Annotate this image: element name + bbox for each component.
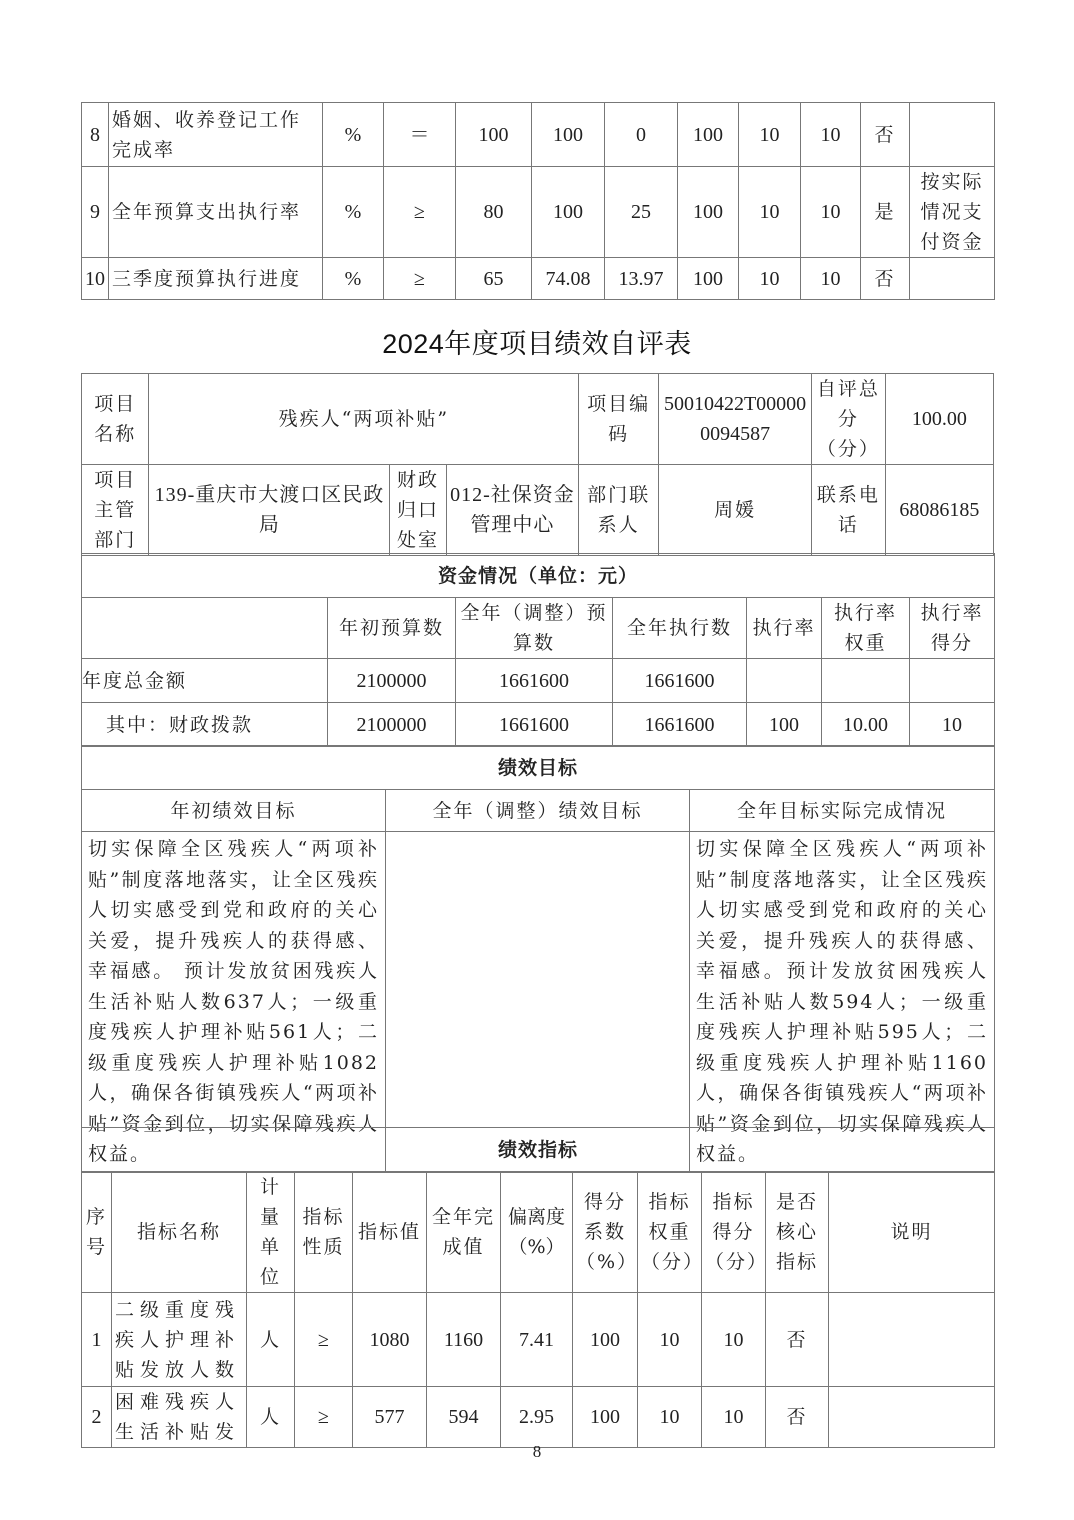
funds-header: 执行率得分 <box>910 598 995 659</box>
project-name-label: 项目名称 <box>82 374 149 465</box>
indicator-name: 二级重度残疾人护理补贴发放人数 <box>112 1293 247 1387</box>
score-coef: 100 <box>573 1293 638 1387</box>
indicator-name: 困难残疾人生活补贴发 <box>112 1387 247 1448</box>
note <box>910 258 995 300</box>
indicator-name: 三季度预算执行进度 <box>109 258 323 300</box>
indicator-header: 指标得分（分） <box>702 1172 766 1293</box>
core-flag: 否 <box>861 103 910 167</box>
nature: ≥ <box>295 1387 353 1448</box>
funds-header: 年初预算数 <box>328 598 456 659</box>
score: 10 <box>801 258 861 300</box>
goals-header: 全年目标实际完成情况 <box>690 790 995 832</box>
table-row <box>82 1387 995 1448</box>
score-coef: 100 <box>678 103 739 167</box>
weight: 10 <box>638 1293 702 1387</box>
indicator-header: 指标值 <box>353 1172 427 1293</box>
indicator-header: 是否核心指标 <box>766 1172 829 1293</box>
self-score: 100.00 <box>885 374 993 465</box>
actual-value: 74.08 <box>532 258 605 300</box>
project-code: 50010422T000000094587 <box>658 374 811 465</box>
core-flag: 否 <box>861 258 910 300</box>
funds-header: 执行率 <box>747 598 822 659</box>
table-row <box>82 1293 995 1387</box>
note: 按实际情况支付资金 <box>910 167 995 258</box>
executed: 1661600 <box>613 703 747 747</box>
actual-value: 100 <box>532 103 605 167</box>
finance-office-label: 财政归口处室 <box>390 465 446 556</box>
initial-budget: 2100000 <box>328 659 456 703</box>
adjusted-goal-text <box>386 832 690 1173</box>
table-row <box>82 659 995 703</box>
executed: 1661600 <box>613 659 747 703</box>
dept: 139-重庆市大渡口区民政局 <box>149 465 390 556</box>
note <box>910 103 995 167</box>
row-no: 8 <box>82 103 109 167</box>
table-row <box>82 167 995 258</box>
adjusted-budget: 1661600 <box>456 703 613 747</box>
score-coef: 100 <box>573 1387 638 1448</box>
indicator-name: 全年预算支出执行率 <box>109 167 323 258</box>
funds-row-label: 年度总金额 <box>82 659 328 703</box>
core-flag: 否 <box>766 1387 829 1448</box>
indicator-name: 婚姻、收养登记工作完成率 <box>109 103 323 167</box>
nature: ≥ <box>295 1293 353 1387</box>
target-value: 100 <box>456 103 532 167</box>
project-info-table <box>81 373 994 556</box>
exec-score: 10 <box>910 703 995 747</box>
table-row <box>82 103 995 167</box>
target-value: 577 <box>353 1387 427 1448</box>
indicators-table <box>81 1127 995 1448</box>
initial-budget: 2100000 <box>328 703 456 747</box>
page-number: 8 <box>532 1442 542 1461</box>
goals-section-title: 绩效目标 <box>82 746 995 790</box>
weight: 10 <box>638 1387 702 1448</box>
unit: 人 <box>247 1387 295 1448</box>
score-coef: 100 <box>678 258 739 300</box>
exec-rate: 100 <box>747 703 822 747</box>
nature: ＝ <box>384 103 456 167</box>
deviation: 2.95 <box>501 1387 573 1448</box>
adjusted-budget: 1661600 <box>456 659 613 703</box>
page-title: 2024年度项目绩效自评表 <box>382 329 692 359</box>
indicator-header: 计量单位 <box>247 1172 295 1293</box>
core-flag: 否 <box>766 1293 829 1387</box>
deviation: 13.97 <box>605 258 678 300</box>
indicators-section-title: 绩效指标 <box>82 1128 995 1172</box>
weight: 10 <box>739 103 801 167</box>
funds-table <box>81 553 995 747</box>
table-row <box>82 703 995 747</box>
initial-goal-text: 切实保障全区残疾人“两项补贴”制度落地落实，让全区残疾人切实感受到党和政府的关心关爱，提升残疾人的获得感、幸福感。 预计发放贫困残疾人生活补贴人数637人；一级重度残疾人护理补贴561人；二级重度残疾人护理补贴1082人，确保各街镇残疾人“两项补贴”资金到位，切实保障残疾人权益。 <box>82 832 386 1173</box>
goals-table <box>81 745 995 1173</box>
funds-header: 执行率权重 <box>822 598 910 659</box>
target-value: 1080 <box>353 1293 427 1387</box>
exec-weight <box>822 659 910 703</box>
actual-value: 594 <box>427 1387 501 1448</box>
indicator-header: 偏离度（%） <box>501 1172 573 1293</box>
score: 10 <box>801 103 861 167</box>
target-value: 65 <box>456 258 532 300</box>
finance-office: 012-社保资金管理中心 <box>446 465 579 556</box>
self-score-label: 自评总分（分） <box>812 374 886 465</box>
indicator-header: 得分系数（%） <box>573 1172 638 1293</box>
unit: % <box>323 167 384 258</box>
indicator-header: 指标名称 <box>112 1172 247 1293</box>
deviation: 7.41 <box>501 1293 573 1387</box>
row-no: 9 <box>82 167 109 258</box>
score: 10 <box>702 1387 766 1448</box>
exec-weight: 10.00 <box>822 703 910 747</box>
actual-value: 1160 <box>427 1293 501 1387</box>
unit: 人 <box>247 1293 295 1387</box>
score-coef: 100 <box>678 167 739 258</box>
deviation: 0 <box>605 103 678 167</box>
indicator-header: 指标权重（分） <box>638 1172 702 1293</box>
indicator-header: 全年完成值 <box>427 1172 501 1293</box>
exec-rate <box>747 659 822 703</box>
funds-header: 全年执行数 <box>613 598 747 659</box>
phone: 68086185 <box>885 465 993 556</box>
project-code-label: 项目编码 <box>579 374 659 465</box>
score: 10 <box>702 1293 766 1387</box>
indicator-header: 指标性质 <box>295 1172 353 1293</box>
actual-value: 100 <box>532 167 605 258</box>
unit: % <box>323 258 384 300</box>
exec-score <box>910 659 995 703</box>
previous-indicators-table <box>81 102 995 300</box>
contact: 周媛 <box>658 465 811 556</box>
note <box>829 1387 995 1448</box>
funds-row-label: 其中：财政拨款 <box>82 703 328 747</box>
funds-header-blank <box>82 598 328 659</box>
weight: 10 <box>739 258 801 300</box>
score: 10 <box>801 167 861 258</box>
nature: ≥ <box>384 167 456 258</box>
project-name: 残疾人“两项补贴” <box>149 374 579 465</box>
nature: ≥ <box>384 258 456 300</box>
weight: 10 <box>739 167 801 258</box>
table-row <box>82 258 995 300</box>
contact-label: 部门联系人 <box>579 465 659 556</box>
core-flag: 是 <box>861 167 910 258</box>
note <box>829 1293 995 1387</box>
funds-header: 全年（调整）预算数 <box>456 598 613 659</box>
goals-header: 全年（调整）绩效目标 <box>386 790 690 832</box>
dept-label: 项目主管部门 <box>82 465 149 556</box>
row-no: 1 <box>82 1293 112 1387</box>
row-no: 10 <box>82 258 109 300</box>
target-value: 80 <box>456 167 532 258</box>
indicator-header: 说明 <box>829 1172 995 1293</box>
indicator-header: 序号 <box>82 1172 112 1293</box>
row-no: 2 <box>82 1387 112 1448</box>
phone-label: 联系电话 <box>812 465 886 556</box>
goals-header: 年初绩效目标 <box>82 790 386 832</box>
unit: % <box>323 103 384 167</box>
funds-section-title: 资金情况（单位：元） <box>82 554 995 598</box>
actual-goal-text: 切实保障全区残疾人“两项补贴”制度落地落实，让全区残疾人切实感受到党和政府的关心关爱，提升残疾人的获得感、幸福感。预计发放贫困残疾人生活补贴人数594人；一级重度残疾人护理补贴595人；二级重度残疾人护理补贴1160人，确保各街镇残疾人“两项补贴”资金到位，切实保障残疾人权益。 <box>690 832 995 1173</box>
deviation: 25 <box>605 167 678 258</box>
